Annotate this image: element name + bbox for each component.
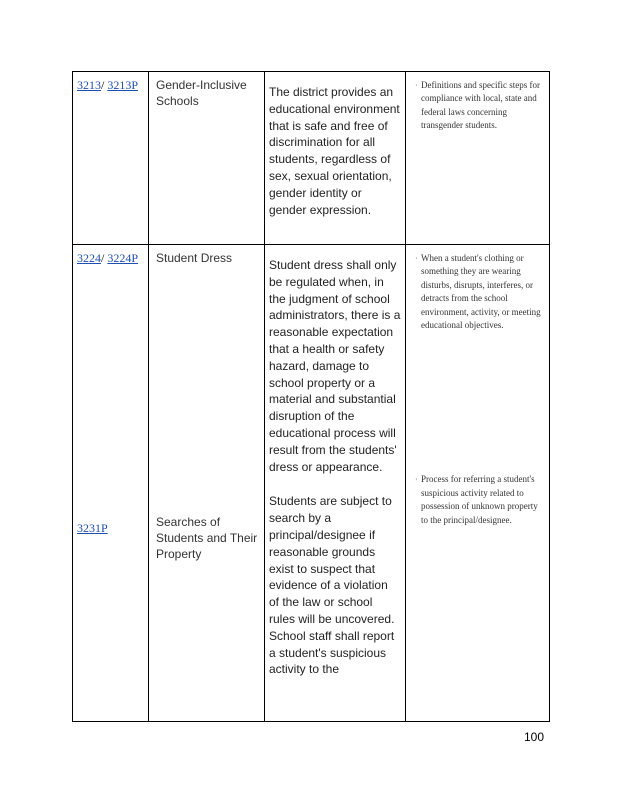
policy-notes: Definitions and specific steps for compliance with local, state and federal laws concerning transgender students. <box>421 80 540 131</box>
bullet-icon: · <box>415 475 418 485</box>
policy-link-3213[interactable]: 3213 <box>77 78 101 92</box>
policy-summary: Students are subject to search by a principal/designee if reasonable grounds exist to suspect that evidence of a violation of the law or school rules will be uncovered. School staff shall report a student's suspicious activity to the <box>269 494 395 677</box>
table-row <box>73 72 550 245</box>
policy-title: Student Dress <box>156 251 233 265</box>
bullet-icon: · <box>415 254 418 263</box>
procedure-link-3231p[interactable]: 3231P <box>77 521 108 535</box>
policy-notes: Process for referring a student's suspicious activity related to possession of unknown property to the principal/designee. <box>421 474 538 525</box>
link-separator: / <box>101 78 105 92</box>
policy-notes-cell <box>406 72 550 245</box>
procedure-link-3213p[interactable]: 3213P <box>107 78 139 92</box>
policy-title: Gender-Inclusive Schools <box>156 78 247 108</box>
table-row <box>73 245 550 722</box>
policy-summary-cell <box>265 72 406 245</box>
procedure-link-3224p[interactable]: 3224P <box>107 251 139 265</box>
policy-summary: The district provides an educational environment that is safe and free of discrimination for all students, regardless of sex, sexual orientation, gender identity or gender expression. <box>269 85 400 217</box>
bullet-icon: · <box>415 81 418 90</box>
policy-summary: Student dress shall only be regulated when, in the judgment of school administrators, there is a reasonable expectation that a health or safety hazard, damage to school property or a material and substantial disruption of the educational process will result from the students' dress or appearance. <box>269 258 401 474</box>
policy-title-cell <box>149 245 265 722</box>
policy-title-cell <box>149 72 265 245</box>
policy-notes: When a student's clothing or something they are wearing disturbs, disrupts, interferes, or detracts from the school environment, activity, or meeting educational objectives. <box>421 253 541 331</box>
policy-title: Searches of Students and Their Property <box>156 515 258 561</box>
policy-summary-cell <box>265 245 406 722</box>
policy-number-cell <box>73 72 149 245</box>
page-number: 100 <box>524 730 545 744</box>
policy-table <box>72 71 550 722</box>
policy-number-cell <box>73 245 149 722</box>
link-separator: / <box>101 251 105 265</box>
policy-notes-cell <box>406 245 550 722</box>
policy-link-3224[interactable]: 3224 <box>77 251 101 265</box>
